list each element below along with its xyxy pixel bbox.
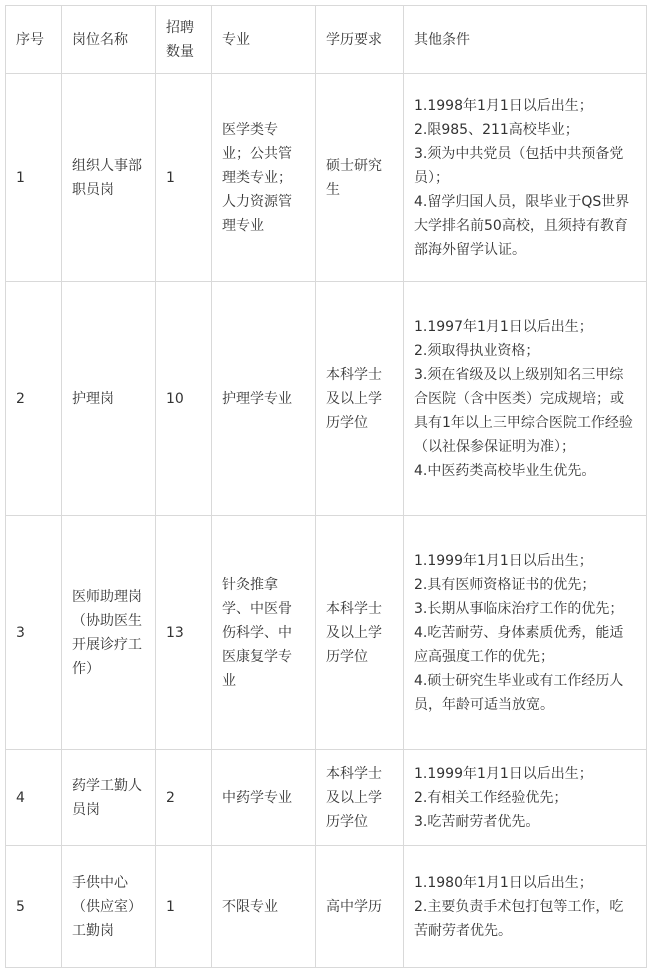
requirement-line: 4.中医药类高校毕业生优先。 — [414, 462, 596, 479]
cell-count: 1 — [156, 846, 212, 968]
requirement-line: 2.须取得执业资格； — [414, 342, 540, 359]
requirement-line: 2.主要负责手术包打包等工作，吃苦耐劳者优先。 — [414, 898, 624, 939]
header-position: 岗位名称 — [62, 6, 156, 74]
cell-requirements — [404, 846, 647, 968]
cell-no: 2 — [6, 282, 62, 516]
cell-major: 护理学专业 — [212, 282, 316, 516]
requirement-line: 2.有相关工作经验优先； — [414, 789, 568, 806]
table-row — [6, 846, 647, 968]
table-header — [6, 6, 647, 74]
requirement-line: 3.须在省级及以上级别知名三甲综合医院（含中医类）完成规培；或具有1年以上三甲综合医院工作经验（以社保参保证明为准）； — [414, 366, 633, 455]
table-row — [6, 750, 647, 846]
table-row — [6, 516, 647, 750]
cell-education: 本科学士及以上学历学位 — [316, 282, 404, 516]
cell-position: 护理岗 — [62, 282, 156, 516]
cell-education: 高中学历 — [316, 846, 404, 968]
requirement-line: 4.吃苦耐劳、身体素质优秀，能适应高强度工作的优先； — [414, 624, 624, 665]
requirement-line: 3.吃苦耐劳者优先。 — [414, 813, 540, 830]
table-row — [6, 74, 647, 282]
header-education: 学历要求 — [316, 6, 404, 74]
cell-major: 针灸推拿学、中医骨伤科学、中医康复学专业 — [212, 516, 316, 750]
table-row — [6, 282, 647, 516]
requirement-line: 2.限985、211高校毕业； — [414, 121, 579, 138]
header-other: 其他条件 — [404, 6, 647, 74]
cell-count: 10 — [156, 282, 212, 516]
cell-education: 本科学士及以上学历学位 — [316, 516, 404, 750]
requirement-line: 3.长期从事临床治疗工作的优先； — [414, 600, 624, 617]
cell-position: 医师助理岗（协助医生开展诊疗工作） — [62, 516, 156, 750]
header-major: 专业 — [212, 6, 316, 74]
cell-requirements — [404, 516, 647, 750]
requirement-line: 1.1999年1月1日以后出生； — [414, 552, 593, 569]
cell-requirements — [404, 74, 647, 282]
requirement-line: 2.具有医师资格证书的优先； — [414, 576, 596, 593]
requirement-line: 4.留学归国人员，限毕业于QS世界大学排名前50高校，且须持有教育部海外留学认证。 — [414, 193, 630, 258]
cell-no: 3 — [6, 516, 62, 750]
cell-requirements — [404, 282, 647, 516]
cell-position: 药学工勤人员岗 — [62, 750, 156, 846]
cell-count: 13 — [156, 516, 212, 750]
header-row — [6, 6, 647, 74]
requirement-line: 1.1980年1月1日以后出生； — [414, 874, 593, 891]
cell-major: 中药学专业 — [212, 750, 316, 846]
cell-count: 2 — [156, 750, 212, 846]
cell-no: 1 — [6, 74, 62, 282]
header-no: 序号 — [6, 6, 62, 74]
cell-requirements — [404, 750, 647, 846]
cell-position: 手供中心（供应室）工勤岗 — [62, 846, 156, 968]
table-body — [6, 74, 647, 968]
recruitment-table — [5, 5, 647, 968]
requirement-line: 1.1997年1月1日以后出生； — [414, 318, 593, 335]
cell-no: 5 — [6, 846, 62, 968]
requirement-line: 1.1999年1月1日以后出生； — [414, 765, 593, 782]
cell-count: 1 — [156, 74, 212, 282]
cell-education: 本科学士及以上学历学位 — [316, 750, 404, 846]
header-count: 招聘数量 — [156, 6, 212, 74]
requirement-line: 3.须为中共党员（包括中共预备党员）； — [414, 145, 624, 186]
requirement-line: 1.1998年1月1日以后出生； — [414, 97, 593, 114]
cell-major: 医学类专业；公共管理类专业；人力资源管理专业 — [212, 74, 316, 282]
cell-position: 组织人事部职员岗 — [62, 74, 156, 282]
cell-education: 硕士研究生 — [316, 74, 404, 282]
cell-major: 不限专业 — [212, 846, 316, 968]
requirement-line: 4.硕士研究生毕业或有工作经历人员，年龄可适当放宽。 — [414, 672, 624, 713]
cell-no: 4 — [6, 750, 62, 846]
